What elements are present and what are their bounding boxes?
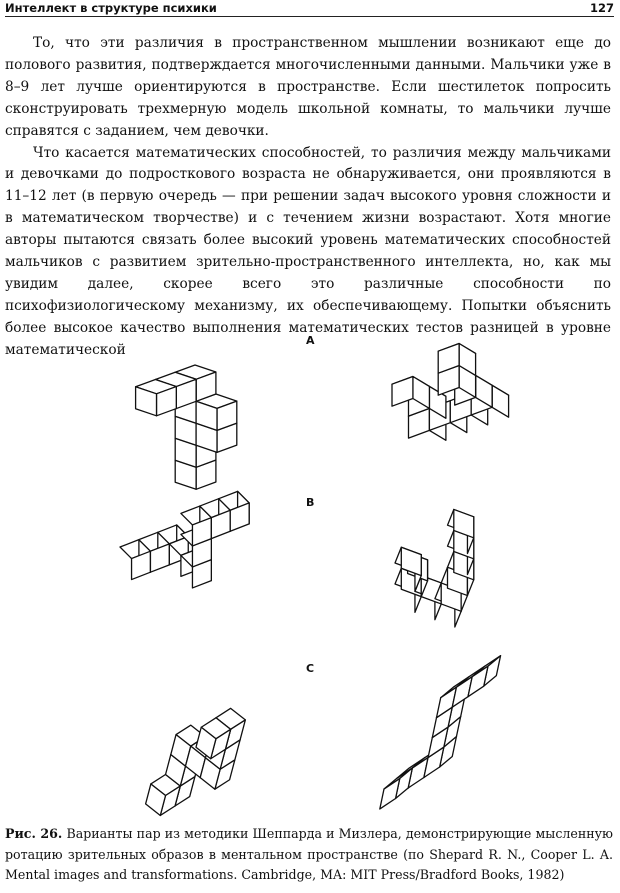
cube-face xyxy=(492,385,509,417)
cube-figure-a-right xyxy=(365,348,545,468)
paragraph: То, что эти различия в пространственном мышлении возникают еще до полового развития, подтверждается многочисленными данными. Мальчики уже в 8–9 лет лучше ориентируются в пространстве. Если шестилеток попросить сконструировать трехмерную модель школьной комнаты, то мальчики лучше справятся с заданием, чем девочки. xyxy=(5,35,611,139)
caption-text: Варианты пар из методики Шеппарда и Мизлера, демонстрирующие мысленную ротацию зрительных образов в ментальном пространстве (по Shepard R. N., Cooper L. A. Mental images and transformations. Cambridge, MA: MIT Press/Bradford Books, 1982) xyxy=(5,826,613,882)
cube-figure-b-right xyxy=(365,505,515,645)
cube-figure-b-left xyxy=(100,508,290,648)
figure-label-a: A xyxy=(306,334,315,347)
caption-number: Рис. 26. xyxy=(5,826,63,841)
cube-figure-c-left xyxy=(140,655,270,815)
running-title: Интеллект в структуре психики xyxy=(5,1,217,15)
cube-figure-c-right xyxy=(365,658,525,818)
figure-label-b: B xyxy=(306,496,315,509)
page-number: 127 xyxy=(589,1,614,15)
figure-label-c: C xyxy=(306,662,315,675)
cube-figure-a-left xyxy=(125,335,255,495)
paragraph: Что касается математических способностей, то различия между мальчиками и девочками до подросткового возраста не обнаруживается, они проявляются в 11–12 лет (в первую очередь — при решении задач высокого уровня сложности и в математическом творчестве) и с течением жизни возрастают. Хотя многие авторы пытаются связать более высокий уровень математических способностей мальчиков с развитием зрительно-пространственного интеллекта, но, как мы увидим далее, скорее всего это различные способности по психофизиологическому механизму, их обеспечивающему. Попытки объяснить более высокое качество выполнения математических тестов разницей в уровне математической xyxy=(5,144,611,358)
figure-caption xyxy=(5,824,613,886)
cube-face xyxy=(380,779,400,809)
body-text xyxy=(5,33,611,362)
running-head xyxy=(5,0,614,17)
